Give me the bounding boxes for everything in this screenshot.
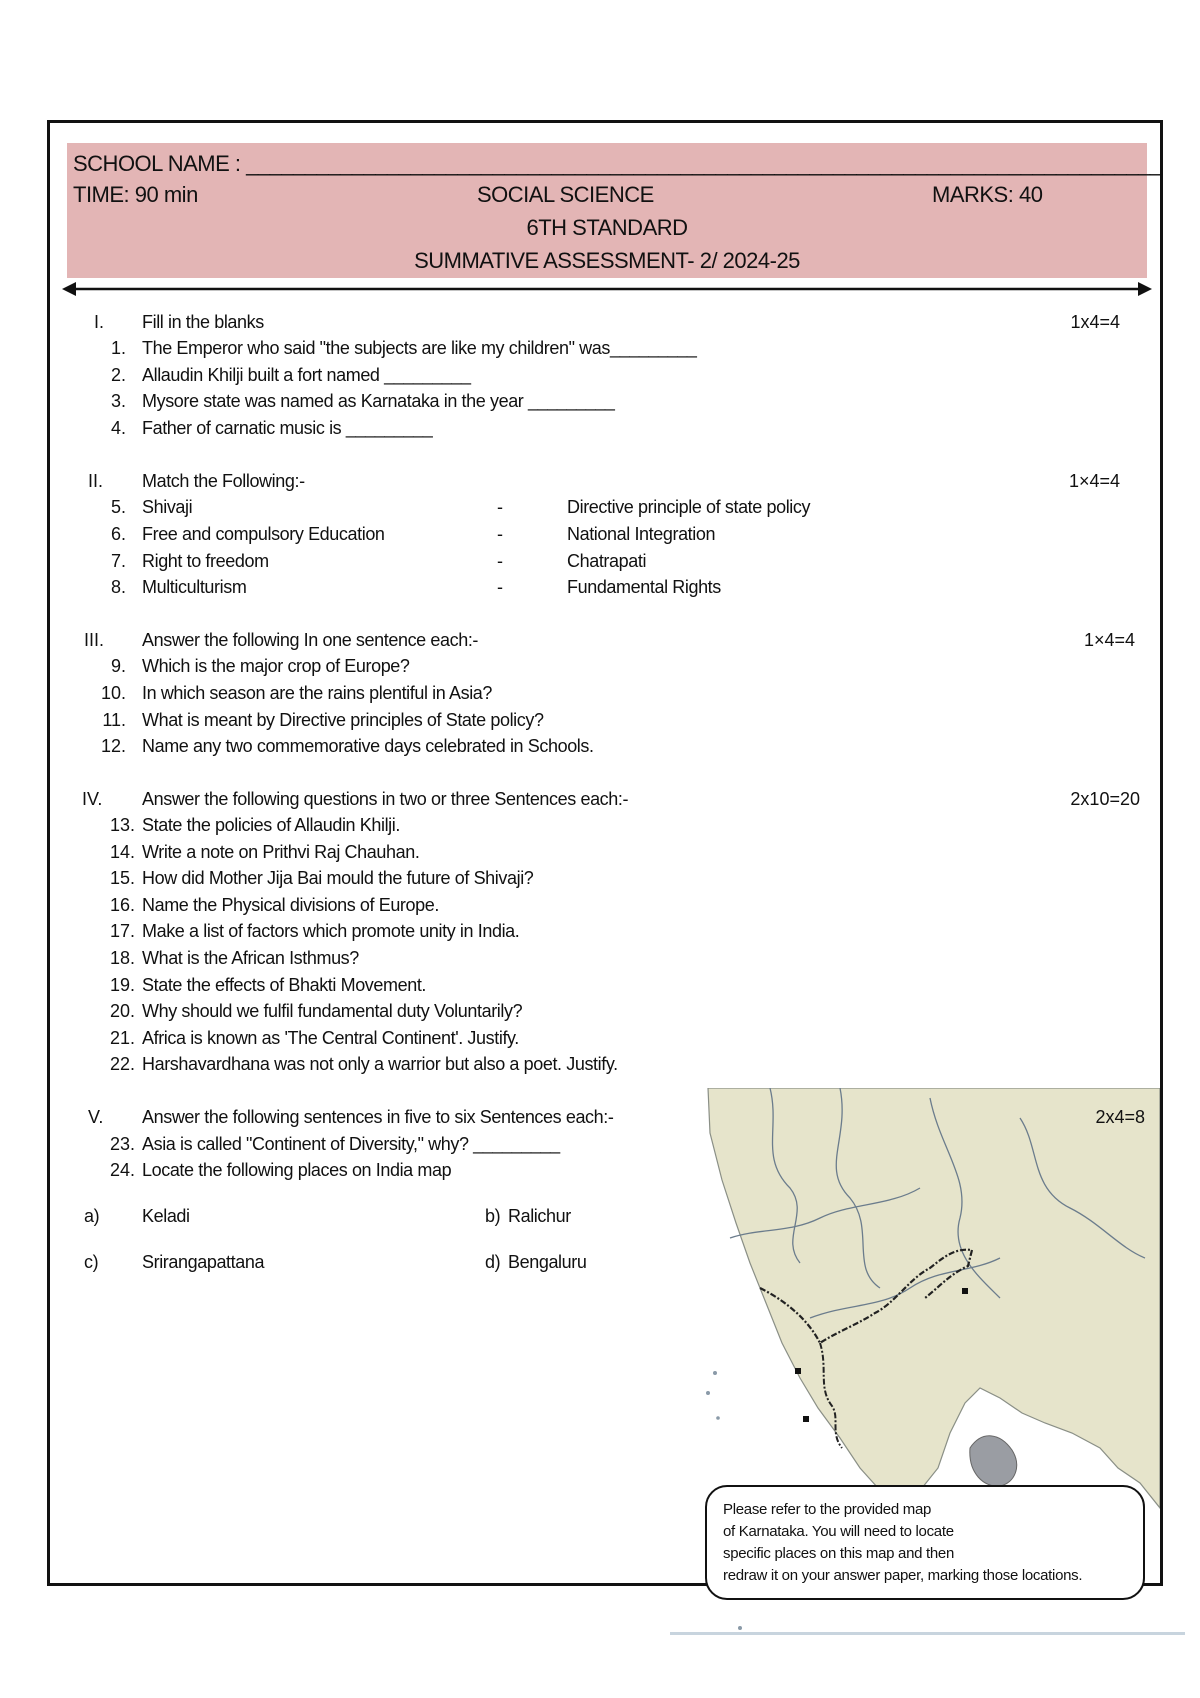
question-number: 9. [110,656,126,676]
question-text: Harshavardhana was not only a warrior but also a poet. Justify. [142,1054,618,1074]
section-title: Answer the following In one sentence each:- [142,630,479,650]
question-number: 8. [110,577,126,597]
section-roman: IV. [82,789,103,809]
question-text: How did Mother Jija Bai mould the future of Shivaji? [142,868,534,888]
question-text: Africa is known as 'The Central Continent'. Justify. [142,1028,519,1048]
question-number: 7. [110,551,126,571]
match-left: Multiculturism [142,577,247,597]
exam-header [67,143,1162,278]
map-baseline [670,1632,1185,1635]
question-text: The Emperor who said "the subjects are like my children" was_________ [142,338,697,358]
question-text: Why should we fulfil fundamental duty Voluntarily? [142,1001,523,1021]
standard-title: 6TH STANDARD [526,215,688,240]
match-right: National Integration [567,524,716,544]
section-marks: 1x4=4 [1070,312,1120,332]
place-label: c) [84,1252,99,1272]
question-number: 6. [110,524,126,544]
total-marks: MARKS: 40 [932,182,1043,207]
place-name: Keladi [142,1206,190,1226]
section-roman: V. [88,1107,104,1127]
match-left: Free and compulsory Education [142,524,385,544]
place-name: Bengaluru [508,1252,587,1272]
question-number: 19. [109,975,135,995]
subject-title: SOCIAL SCIENCE [477,182,654,207]
match-left: Right to freedom [142,551,269,571]
map-instruction-note [705,1485,1145,1600]
question-text: In which season are the rains plentiful in Asia? [142,683,493,703]
double-arrow-divider [62,280,1152,298]
question-number: 2. [110,365,126,385]
question-number: 17. [109,921,135,941]
place-label: b) [485,1206,501,1226]
section-marks: 2x10=20 [1070,789,1140,809]
section-marks: 1×4=4 [1068,471,1120,491]
match-right: Chatrapati [567,551,647,571]
question-text: What is the African Isthmus? [142,948,359,968]
question-text: Which is the major crop of Europe? [142,656,410,676]
question-text: Make a list of factors which promote unity in India. [142,921,520,941]
section-title: Answer the following sentences in five to six Sentences each:- [142,1107,614,1127]
question-text: Write a note on Prithvi Raj Chauhan. [142,842,420,862]
question-number: 20. [109,1001,135,1021]
match-dash: - [497,524,503,544]
section-roman: II. [88,471,104,491]
question-number: 22. [109,1054,135,1074]
question-text: State the policies of Allaudin Khilji. [142,815,400,835]
question-text: Allaudin Khilji built a fort named _________ [142,365,471,385]
question-text: What is meant by Directive principles of State policy? [142,710,544,730]
question-text: Locate the following places on India map [142,1160,452,1180]
question-number: 10. [100,683,126,703]
match-dash: - [497,551,503,571]
question-number: 13. [109,815,135,835]
match-right: Fundamental Rights [567,577,721,597]
question-number: 14. [109,842,135,862]
place-name: Ralichur [508,1206,571,1226]
question-number: 21. [109,1028,135,1048]
section-title: Answer the following questions in two or three Sentences each:- [142,789,629,809]
section-title: Match the Following:- [142,471,305,491]
section-roman: III. [84,630,105,650]
question-text: Father of carnatic music is _________ [142,418,433,438]
question-number: 5. [110,497,126,517]
place-label: a) [84,1206,100,1226]
school-name: SCHOOL NAME : ______________________________________________________________________________ [73,151,1162,176]
match-dash: - [497,497,503,517]
question-number: 1. [110,338,126,358]
section-title: Fill in the blanks [142,312,264,332]
match-left: Shivaji [142,497,193,517]
exam-time: TIME: 90 min [73,182,198,207]
question-text: Name any two commemorative days celebrated in Schools. [142,736,594,756]
question-number: 18. [109,948,135,968]
question-text: Name the Physical divisions of Europe. [142,895,439,915]
question-number: 23. [109,1134,135,1154]
question-number: 24. [109,1160,135,1180]
match-dash: - [497,577,503,597]
match-right: Directive principle of state policy [567,497,811,517]
assessment-title: SUMMATIVE ASSESSMENT- 2/ 2024-25 [414,248,800,273]
question-number: 16. [109,895,135,915]
question-number: 12. [100,736,126,756]
note-line: Please refer to the provided map [723,1501,932,1518]
place-label: d) [485,1252,501,1272]
note-line: redraw it on your answer paper, marking those locations. [723,1567,1083,1584]
question-number: 11. [102,710,126,730]
question-text: Asia is called "Continent of Diversity," why? _________ [142,1134,560,1154]
section-roman: I. [94,312,105,332]
question-text: Mysore state was named as Karnataka in the year _________ [142,391,615,411]
question-number: 3. [110,391,126,411]
question-number: 4. [110,418,126,438]
note-line: of Karnataka. You will need to locate [723,1523,954,1540]
note-line: specific places on this map and then [723,1545,955,1562]
question-number: 15. [109,868,135,888]
section-marks: 2x4=8 [1095,1107,1145,1127]
section-marks: 1×4=4 [1083,630,1135,650]
question-text: State the effects of Bhakti Movement. [142,975,427,995]
place-name: Srirangapattana [142,1252,265,1272]
